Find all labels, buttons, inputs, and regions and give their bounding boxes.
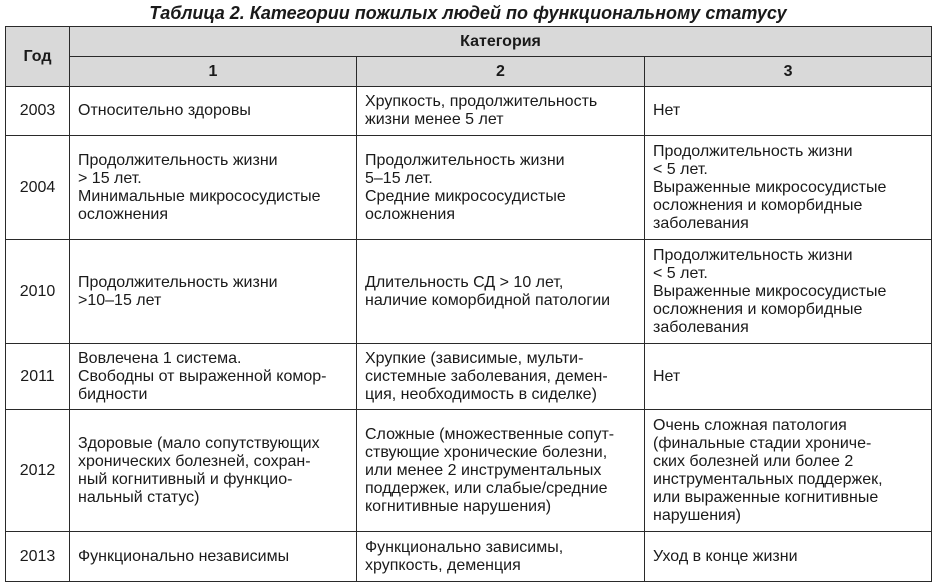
table-row [6,136,932,240]
category-2-cell: Длительность СД > 10 лет, наличие коморбидной патологии [357,240,645,344]
table-row [6,532,932,582]
category-1-cell: Функционально независимы [70,532,357,582]
year-cell: 2010 [6,240,70,344]
category-3-cell: Нет [645,344,932,410]
year-cell: 2012 [6,410,70,532]
header-column-1: 1 [70,57,357,87]
category-2-cell: Функционально зависимы, хрупкость, деменция [357,532,645,582]
category-1-cell: Вовлечена 1 система. Свободны от выраженной комор- бидности [70,344,357,410]
header-column-3: 3 [645,57,932,87]
categories-table [5,26,932,582]
table-row [6,344,932,410]
category-3-cell: Уход в конце жизни [645,532,932,582]
table-caption: Таблица 2. Категории пожилых людей по функциональному статусу [149,3,787,23]
category-1-cell: Продолжительность жизни > 15 лет. Минимальные микрососудистые осложнения [70,136,357,240]
header-category: Категория [70,27,932,57]
category-2-cell: Хрупкие (зависимые, мульти- системные заболевания, демен- ция, необходимость в сиделке) [357,344,645,410]
category-3-cell: Очень сложная патология (финальные стадии хрониче- ских болезней или более 2 инструментальных поддержек, или выраженные когнитивные нарушения) [645,410,932,532]
year-cell: 2013 [6,532,70,582]
year-cell: 2003 [6,87,70,136]
category-1-cell: Относительно здоровы [70,87,357,136]
table-row [6,240,932,344]
category-1-cell: Здоровые (мало сопутствующих хронических болезней, сохран- ный когнитивный и функцио- нальный статус) [70,410,357,532]
table-row [6,410,932,532]
category-1-cell: Продолжительность жизни >10–15 лет [70,240,357,344]
year-cell: 2011 [6,344,70,410]
category-2-cell: Сложные (множественные сопут- ствующие хронические болезни, или менее 2 инструментальных поддержек, или слабые/средние когнитивные нарушения) [357,410,645,532]
category-2-cell: Хрупкость, продолжительность жизни менее 5 лет [357,87,645,136]
table-row [6,87,932,136]
header-column-2: 2 [357,57,645,87]
year-cell: 2004 [6,136,70,240]
category-2-cell: Продолжительность жизни 5–15 лет. Средние микрососудистые осложнения [357,136,645,240]
category-3-cell: Продолжительность жизни < 5 лет. Выраженные микрососудистые осложнения и коморбидные заболевания [645,240,932,344]
header-year: Год [6,27,70,87]
category-3-cell: Нет [645,87,932,136]
category-3-cell: Продолжительность жизни < 5 лет. Выраженные микрососудистые осложнения и коморбидные заболевания [645,136,932,240]
